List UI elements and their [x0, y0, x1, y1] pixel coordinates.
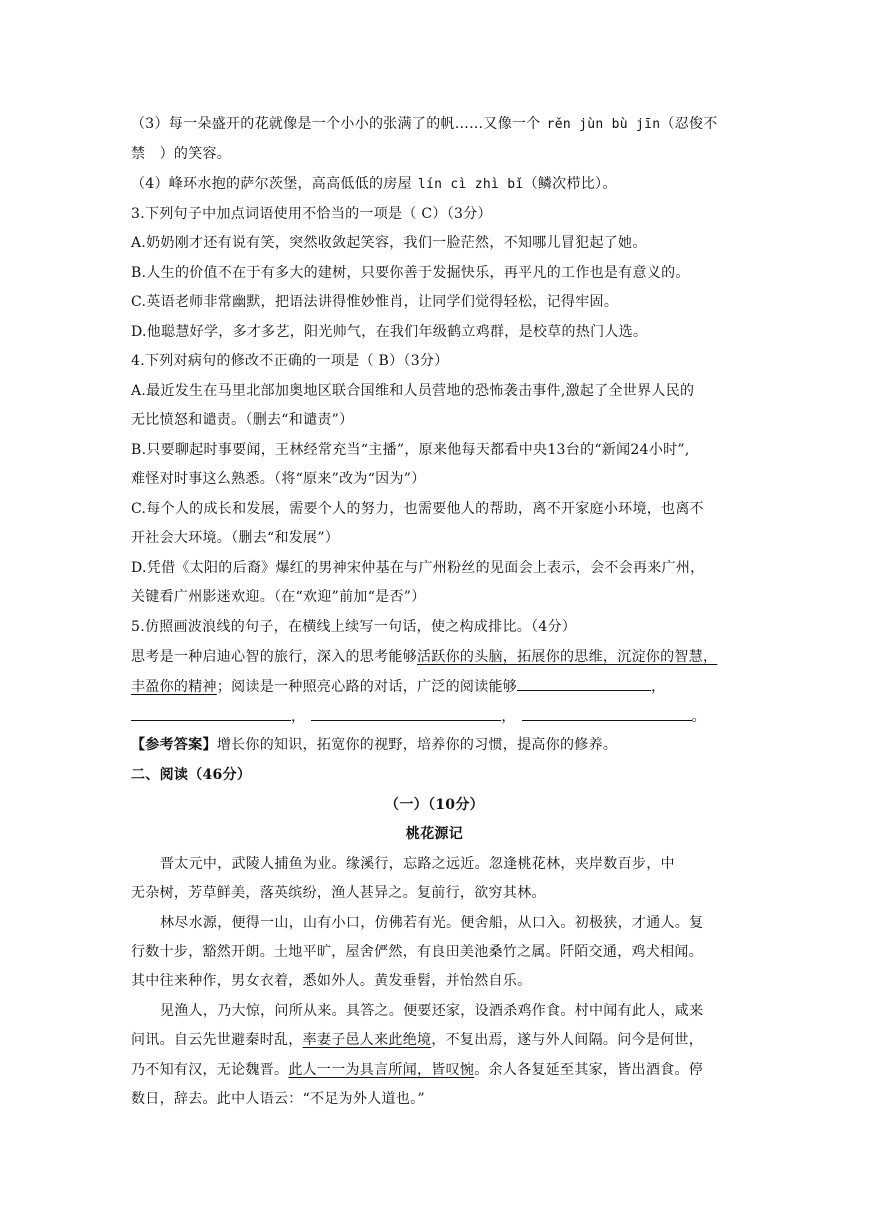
punctuation: ， — [501, 709, 516, 725]
question-5-line-2 — [131, 676, 741, 697]
text: （忍俊不 — [660, 116, 718, 132]
question-4-stem: 4.下列对病句的修改不正确的一项是（ B）（3分） — [131, 353, 449, 369]
pinyin: lín cì zhì bǐ — [417, 177, 524, 192]
question-4-option-c-line-2: 开社会大环境。（删去“和发展”） — [131, 530, 340, 546]
underlined-text: 率妻子邑人来此绝境 — [302, 1032, 432, 1048]
question-3-option-a: A.奶奶刚才还有说有笑，突然收敛起笑容，我们一脸茫然，不知哪儿冒犯起了她。 — [131, 235, 647, 251]
question-3-option-b: B.人生的价值不在于有多大的建树，只要你善于发掘快乐，再平凡的工作也是有意义的。 — [131, 265, 690, 281]
passage-paragraph-1-line-1: 晋太元中，武陵人捕鱼为业。缘溪行，忘路之远近。忽逢桃花林，夹岸数百步，中 — [160, 856, 675, 872]
question-2-item-3-line-1 — [131, 114, 741, 135]
punctuation: ， — [291, 709, 306, 725]
answer-text: 增长你的知识，拓宽你的视野，培养你的习惯，提高你的修养。 — [216, 737, 618, 753]
question-3-option-d: D.他聪慧好学，多才多艺，阳光帅气，在我们年级鹤立鸡群，是校草的热门人选。 — [131, 324, 648, 340]
reference-answer — [131, 735, 741, 755]
text: （鳞次栉比）。 — [523, 176, 617, 192]
text: ，不复出焉，遂与外人间隔。问今是何世， — [431, 1032, 704, 1048]
passage-paragraph-3-line-2 — [131, 1030, 741, 1050]
passage-paragraph-3-line-1: 见渔人，乃大惊，问所从来。具答之。便要还家，设酒杀鸡作食。村中闻有此人，咸来 — [160, 1003, 704, 1019]
text: 问讯。自云先世避秦时乱， — [131, 1032, 303, 1048]
passage-title: 桃花源记 — [405, 826, 464, 842]
answer-blank-1[interactable] — [517, 676, 651, 691]
punctuation: 。 — [691, 709, 706, 725]
passage-paragraph-2-line-1: 林尽水源，便得一山，山有小口，仿佛若有光。便舍船，从口入。初极狭，才通人。复 — [160, 915, 704, 931]
answer-blank-4[interactable] — [522, 706, 692, 721]
passage-paragraph-2-line-3: 其中往来种作，男女衣着，悉如外人。黄发垂髫，并怡然自乐。 — [131, 973, 532, 989]
passage-paragraph-3-line-3 — [131, 1060, 741, 1080]
punctuation: ， — [651, 679, 666, 695]
text: 思考是一种启迪心智的旅行，深入的思考能够 — [131, 649, 417, 665]
passage-paragraph-3-line-4: 数日，辞去。此中人语云：“不足为外人道也。” — [131, 1091, 425, 1107]
answer-label: 【参考答案】 — [131, 737, 217, 753]
question-5-line-3 — [131, 706, 741, 727]
question-4-option-a-line-2: 无比愤怒和谴责。（删去“和谴责”） — [131, 412, 354, 428]
question-4-option-b-line-1: B.只要聊起时事要闻，王林经常充当“主播”，原来他每天都看中央13台的“新闻24小时”, — [131, 442, 690, 458]
pinyin: rěn jùn bù jīn — [546, 117, 661, 132]
section-2-heading: 二、阅读（46分） — [131, 767, 252, 783]
question-4-option-a-line-1: A.最近发生在马里北部加奥地区联合国维和人员营地的恐怖袭击事件,激起了全世界人民的 — [131, 383, 695, 399]
text: （4）峰环水抱的萨尔茨堡，高高低低的房屋 — [131, 176, 412, 192]
question-5-line-1 — [131, 647, 741, 667]
wavy-underlined-text: 活跃你的头脑，拓展你的思维，沉淀你的智慧， — [417, 649, 718, 665]
question-2-item-4 — [131, 174, 741, 195]
underlined-text: 此人一一为具言所闻，皆叹惋 — [288, 1062, 475, 1078]
text: （3）每一朵盛开的花就像是一个小小的张满了的帆……又像一个 — [131, 116, 541, 132]
question-5-stem: 5.仿照画波浪线的句子，在横线上续写一句话，使之构成排比。（4分） — [131, 619, 577, 635]
passage-paragraph-2-line-2: 行数十步，豁然开朗。土地平旷，屋舍俨然，有良田美池桑竹之属。阡陌交通，鸡犬相闻。 — [131, 944, 703, 960]
answer-blank-2[interactable] — [131, 706, 291, 721]
text: 。余人各复延至其家，皆出酒食。停 — [474, 1062, 704, 1078]
question-4-option-d-line-2: 关键看广州影迷欢迎。（在“欢迎”前加“是否”） — [131, 589, 426, 605]
answer-blank-3[interactable] — [311, 706, 501, 721]
text: 乃不知有汉，无论魏晋。 — [131, 1062, 289, 1078]
question-3-stem: 3.下列句子中加点词语使用不恰当的一项是（ C）（3分） — [131, 206, 492, 222]
question-4-option-d-line-1: D.凭借《太阳的后裔》爆红的男神宋仲基在与广州粉丝的见面会上表示，会不会再来广州， — [131, 560, 705, 576]
wavy-underlined-text: 丰盈你的精神 — [131, 679, 217, 695]
question-3-option-c: C.英语老师非常幽默，把语法讲得惟妙惟肖，让同学们觉得轻松，记得牢固。 — [131, 294, 619, 310]
question-4-option-c-line-1: C.每个人的成长和发展，需要个人的努力，也需要他人的帮助，离不开家庭小环境，也离不 — [131, 501, 704, 517]
part-1-heading: （一）（10分） — [385, 797, 484, 813]
question-2-item-3-line-2: 禁 ）的笑容。 — [131, 146, 232, 162]
question-4-option-b-line-2: 难怪对时事这么熟悉。（将“原来”改为“因为”） — [131, 471, 426, 487]
passage-paragraph-1-line-2: 无杂树，芳草鲜美，落英缤纷，渔人甚异之。复前行，欲穷其林。 — [131, 885, 546, 901]
text: ；阅读是一种照亮心路的对话，广泛的阅读能够 — [216, 679, 518, 695]
